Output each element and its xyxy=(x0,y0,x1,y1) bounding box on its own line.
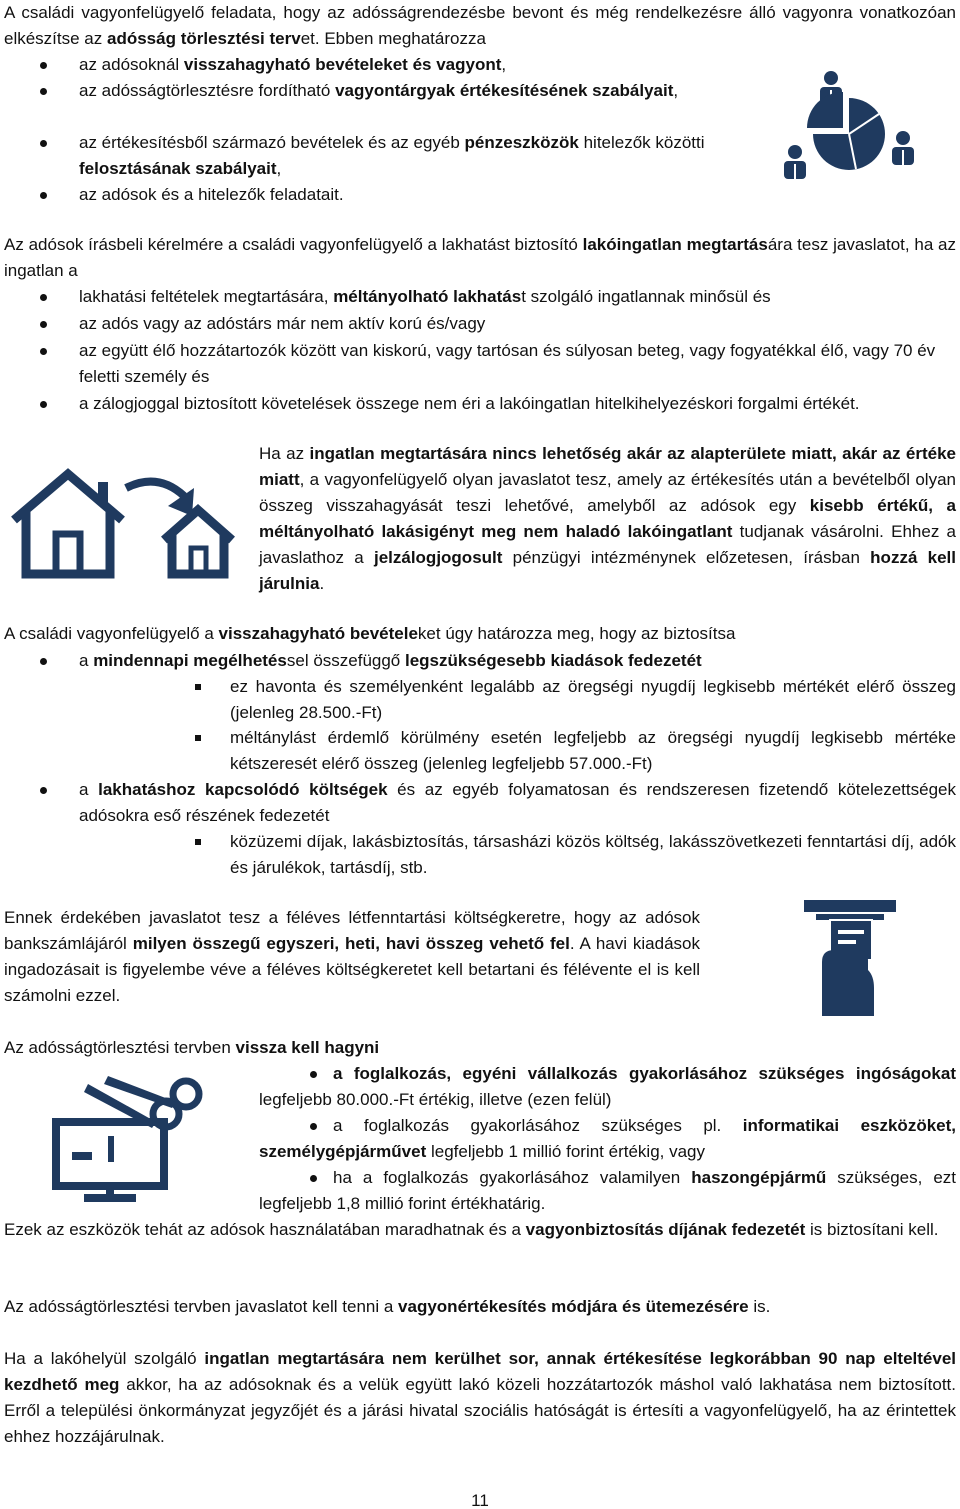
pie-chart-people-icon xyxy=(776,68,922,186)
list-item: az adósságtörlesztésre fordítható vagyontárgyak értékesítésének szabályait, xyxy=(0,78,760,130)
section6-paragraph: Az adósságtörlesztési tervben javaslatot kell tenni a vagyonértékesítés módjára és ütemezésére is. xyxy=(4,1297,771,1316)
list-item: a foglalkozás gyakorlásához szükséges pl. informatikai eszközöket, személygépjárművet legfeljebb 1 millió forint értékig, vagy xyxy=(259,1116,956,1161)
list-item: az adósok és a hitelezők feladatait. xyxy=(0,182,760,208)
section4-paragraph: Ennek érdekében javaslatot tesz a féléves létfenntartási költségkeretre, hogy az adósok bankszámlájáról milyen összegű egyszeri, heti, havi összeg vehető fel. A havi kiadások ingadozásait is figyelembe véve a féléves költségkeretet kell betartani és félévente el is kell számolni ezzel. xyxy=(4,908,701,1005)
list-item: a foglalkozás, egyéni vállalkozás gyakorlásához szükséges ingóságokat legfeljebb 80.000.-Ft értékig, illetve (ezen felül) xyxy=(259,1064,956,1109)
cash-withdrawal-icon xyxy=(802,896,898,1016)
list-item: az együtt élő hozzátartozók között van kiskorú, vagy tartósan és súlyosan beteg, vagy fogyatékkal élő, vagy 70 év feletti személy és xyxy=(0,338,960,390)
sub-list-item: ez havonta és személyenként legalább az öregségi nyugdíj legkisebb mértékét elérő összeg (jelenleg 28.500.-Ft) xyxy=(0,674,960,726)
list-item: az értékesítésből származó bevételek és az egyéb pénzeszközök hitelezők közötti felosztásának szabályait, xyxy=(0,130,760,182)
list-item: az adós vagy az adóstárs már nem aktív korú és/vagy xyxy=(0,311,960,337)
section5-outro: Ezek az eszközök tehát az adósok használatában maradhatnak és a vagyonbiztosítás díjának fedezetét is biztosítani kell. xyxy=(4,1220,939,1239)
section7-paragraph: Ha a lakóhelyül szolgáló ingatlan megtartására nem kerülhet sor, annak értékesítése legkorábban 90 nap elteltével kezdhető meg akkor, ha az adósoknak és a velük együtt lakó közeli hozzátartozók máshol való lakhatása nem biztosított. Erről a települési önkormányzat jegyzőjét és a járási hivatal szociális hatóságát is értesíti a vagyonfelügyelő, ha az érintettek ehhez hozzájárulnak. xyxy=(4,1349,957,1446)
list-item: ha a foglalkozás gyakorlásához valamilyen haszongépjármű szükséges, ezt legfeljebb 1,8 millió forint értékhatárig. xyxy=(259,1168,956,1213)
sub-list-item: méltánylást érdemlő körülmény esetén legfeljebb az öregségi nyugdíj legkisebb mértéke kétszeresét elérő összeg (jelenleg legfeljebb 57.000.-Ft) xyxy=(0,725,960,777)
list-item: az adósoknál visszahagyható bevételeket és vagyont, xyxy=(0,52,760,78)
section2-intro: Az adósok írásbeli kérelmére a családi vagyonfelügyelő a lakhatást biztosító lakóingatlan megtartására tesz javaslatot, ha az ingatlan a xyxy=(4,235,956,280)
scissors-tools-icon xyxy=(48,1070,208,1202)
section2-paragraph: Ha az ingatlan megtartására nincs lehetőség akár az alapterülete miatt, akár az értéke miatt, a vagyonfelügyelő olyan javaslatot tesz, amely az értékesítés után a bevételből olyan összeg visszahagyását teszi lehetővé, amelyből az adósok egy kisebb értékű, a méltányolható lakásigényt meg nem haladó lakóingatlant tudjanak vásárolni. Ehhez a javaslathoz a jelzálogjogosult pénzügyi intézménynek előzetesen, írásban hozzá kell járulnia. xyxy=(259,444,956,593)
section5-bullet-list xyxy=(259,1061,956,1217)
section1-intro: A családi vagyonfelügyelő feladata, hogy az adósságrendezésbe bevont és még rendelkezésre álló vagyonra vonatkozóan elkészítse az adósság törlesztési tervet. Ebben meghatározza xyxy=(4,3,956,48)
page-number: 11 xyxy=(471,1491,489,1509)
section3-intro: A családi vagyonfelügyelő a visszahagyható bevételeket úgy határozza meg, hogy az biztosítsa xyxy=(4,624,736,643)
sub-list-item: közüzemi díjak, lakásbiztosítás, társasházi közös költség, lakásszövetkezeti fenntartási díj, adók és járulékok, tartásdíj, stb. xyxy=(0,829,960,881)
list-item: a lakhatáshoz kapcsolódó költségek és az egyéb folyamatosan és rendszeresen fizetendő kötelezettségek adósokra eső részének fedezetét xyxy=(0,777,960,829)
list-item: a zálogjoggal biztosított követelések összege nem éri a lakóingatlan hitelkihelyezéskori forgalmi értékét. xyxy=(0,391,960,443)
house-downsize-icon xyxy=(8,468,260,580)
list-item: a mindennapi megélhetéssel összefüggő legszükségesebb kiadások fedezetét xyxy=(0,648,960,674)
section5-intro: Az adósságtörlesztési tervben vissza kell hagyni xyxy=(4,1038,380,1057)
list-item: lakhatási feltételek megtartására, méltányolható lakhatást szolgáló ingatlannak minősül és xyxy=(0,284,960,310)
